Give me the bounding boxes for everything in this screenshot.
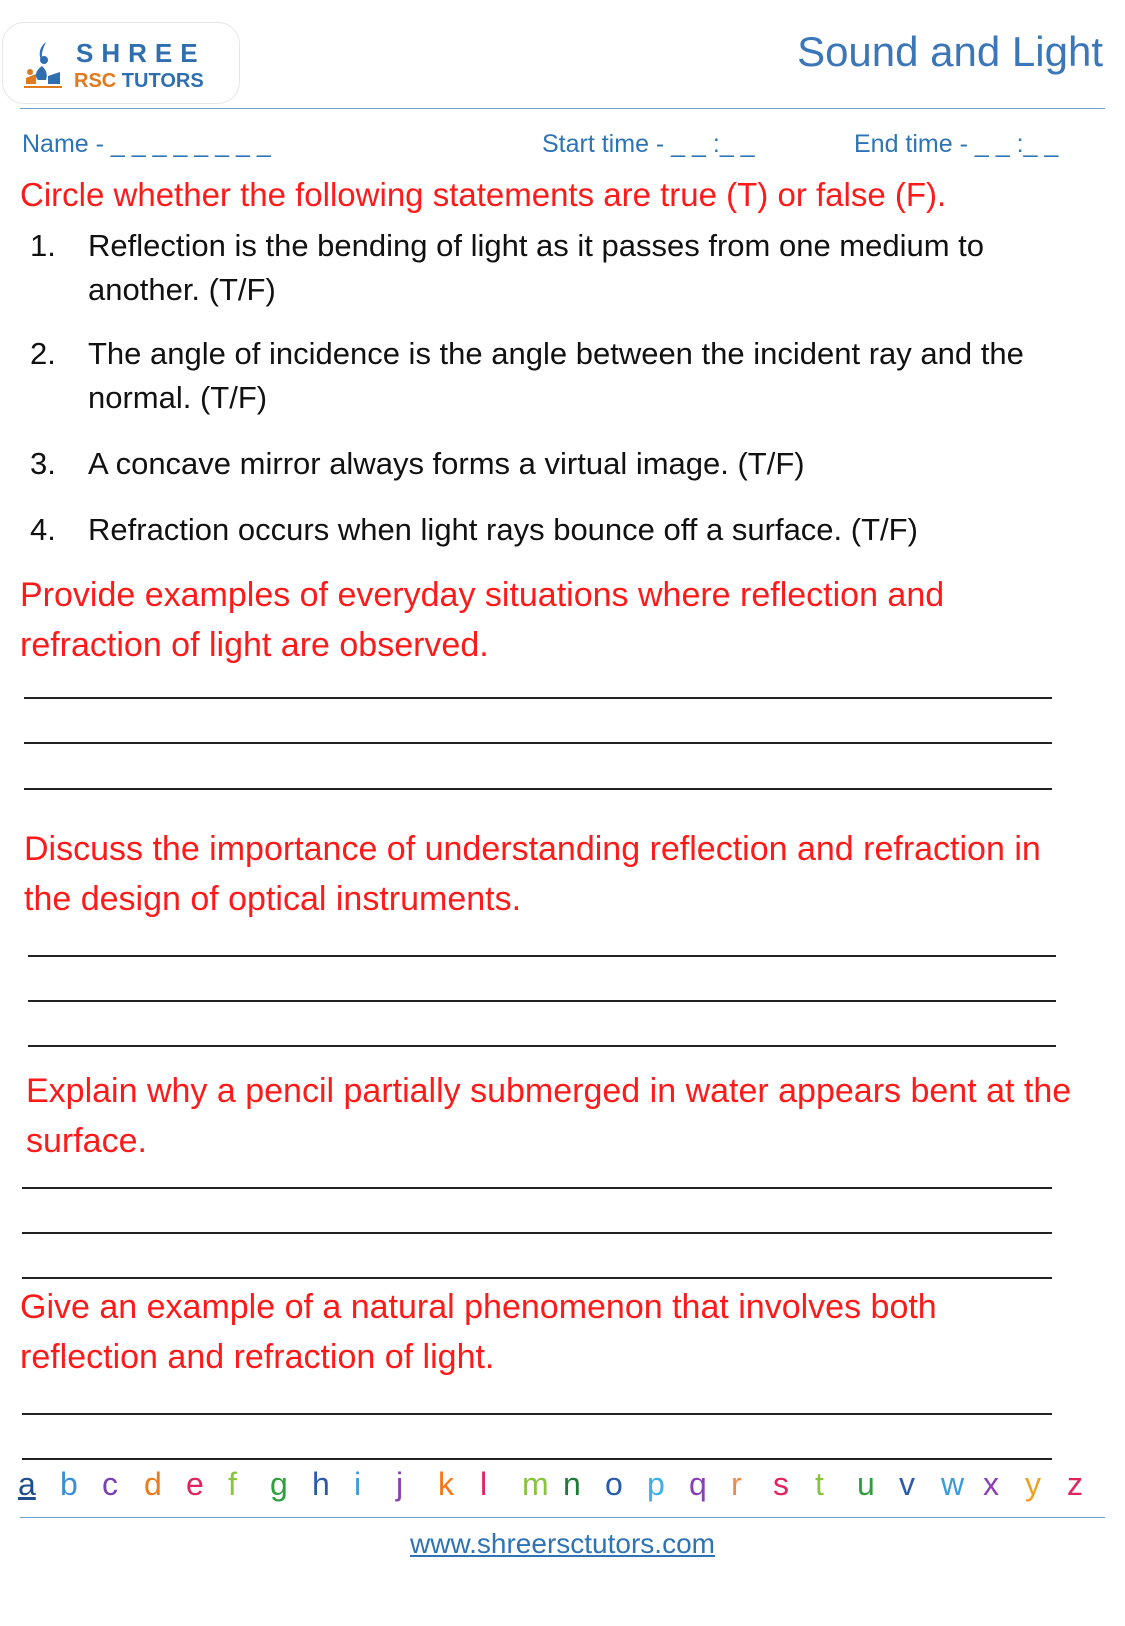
- answer-line[interactable]: [22, 1458, 1052, 1460]
- answer-line[interactable]: [22, 1187, 1052, 1189]
- alphabet-letter-h: h: [312, 1466, 330, 1502]
- logo-subtitle: [74, 70, 204, 93]
- alphabet-letter-c: c: [102, 1466, 118, 1502]
- logo-icon: [22, 38, 64, 90]
- alphabet-letter-d: d: [144, 1466, 162, 1502]
- section-3-heading: Discuss the importance of understanding reflection and refraction in the design of optical instruments.: [24, 830, 1041, 918]
- question-number: 4.: [30, 512, 56, 547]
- section-2-heading: Provide examples of everyday situations where reflection and refraction of light are observed.: [20, 576, 945, 664]
- answer-line[interactable]: [24, 788, 1052, 790]
- footer-website-link[interactable]: www.shreersctutors.com: [410, 1528, 715, 1559]
- alphabet-letter-g: g: [270, 1466, 288, 1502]
- section-1-heading: Circle whether the following statements are true (T) or false (F).: [20, 176, 947, 213]
- alphabet-letter-u: u: [857, 1466, 875, 1502]
- alphabet-letter-f: f: [228, 1466, 237, 1502]
- alphabet-letter-i: i: [354, 1466, 362, 1502]
- alphabet-letter-v: v: [899, 1466, 915, 1502]
- section-4-heading: Explain why a pencil partially submerged in water appears bent at the surface.: [26, 1072, 1072, 1160]
- page-title: Sound and Light: [797, 28, 1103, 75]
- end-time-field[interactable]: End time - _ _ :_ _: [854, 130, 1059, 158]
- alphabet-letter-z: z: [1067, 1466, 1083, 1502]
- question-text[interactable]: Refraction occurs when light rays bounce off a surface. (T/F): [88, 512, 918, 547]
- answer-line[interactable]: [24, 742, 1052, 744]
- answer-line[interactable]: [28, 955, 1056, 957]
- answer-line[interactable]: [24, 697, 1052, 699]
- name-field[interactable]: Name - _ _ _ _ _ _ _ _: [22, 130, 271, 158]
- answer-line[interactable]: [28, 1000, 1056, 1002]
- alphabet-letter-t: t: [815, 1466, 824, 1502]
- alphabet-letter-p: p: [647, 1466, 665, 1502]
- section-5-heading: Give an example of a natural phenomenon that involves both reflection and refraction of light.: [20, 1288, 937, 1376]
- alphabet-letter-e: e: [186, 1466, 204, 1502]
- header-divider: [20, 108, 1105, 109]
- alphabet-letter-j: j: [396, 1466, 404, 1502]
- question-number: 3.: [30, 446, 56, 481]
- logo-rsc-text: RSC: [74, 70, 117, 92]
- question-text[interactable]: The angle of incidence is the angle between the incident ray and the normal. (T/F): [88, 336, 1024, 415]
- alphabet-letter-k: k: [438, 1466, 454, 1502]
- answer-line[interactable]: [22, 1277, 1052, 1279]
- question-text[interactable]: A concave mirror always forms a virtual image. (T/F): [88, 446, 805, 481]
- alphabet-letter-b: b: [60, 1466, 78, 1502]
- alphabet-letter-l: l: [480, 1466, 488, 1502]
- alphabet-letter-y: y: [1025, 1466, 1041, 1502]
- logo-tutors-text: TUTORS: [121, 70, 204, 92]
- alphabet-letter-a: a: [18, 1466, 36, 1502]
- question-number: 2.: [30, 336, 56, 371]
- alphabet-row: [18, 1466, 1085, 1514]
- alphabet-letter-x: x: [983, 1466, 999, 1502]
- alphabet-letter-o: o: [605, 1466, 623, 1502]
- start-time-field[interactable]: Start time - _ _ :_ _: [542, 130, 755, 158]
- alphabet-letter-w: w: [941, 1466, 965, 1502]
- alphabet-letter-s: s: [773, 1466, 789, 1502]
- question-number: 1.: [30, 228, 56, 263]
- question-text[interactable]: Reflection is the bending of light as it passes from one medium to another. (T/F): [88, 228, 985, 307]
- answer-line[interactable]: [28, 1045, 1056, 1047]
- alphabet-letter-q: q: [689, 1466, 707, 1502]
- alphabet-letter-m: m: [522, 1466, 549, 1502]
- answer-line[interactable]: [22, 1232, 1052, 1234]
- footer-divider: [20, 1517, 1105, 1518]
- answer-line[interactable]: [22, 1413, 1052, 1415]
- logo-wordmark: SHREE: [76, 38, 206, 68]
- alphabet-letter-n: n: [563, 1466, 581, 1502]
- alphabet-letter-r: r: [731, 1466, 742, 1502]
